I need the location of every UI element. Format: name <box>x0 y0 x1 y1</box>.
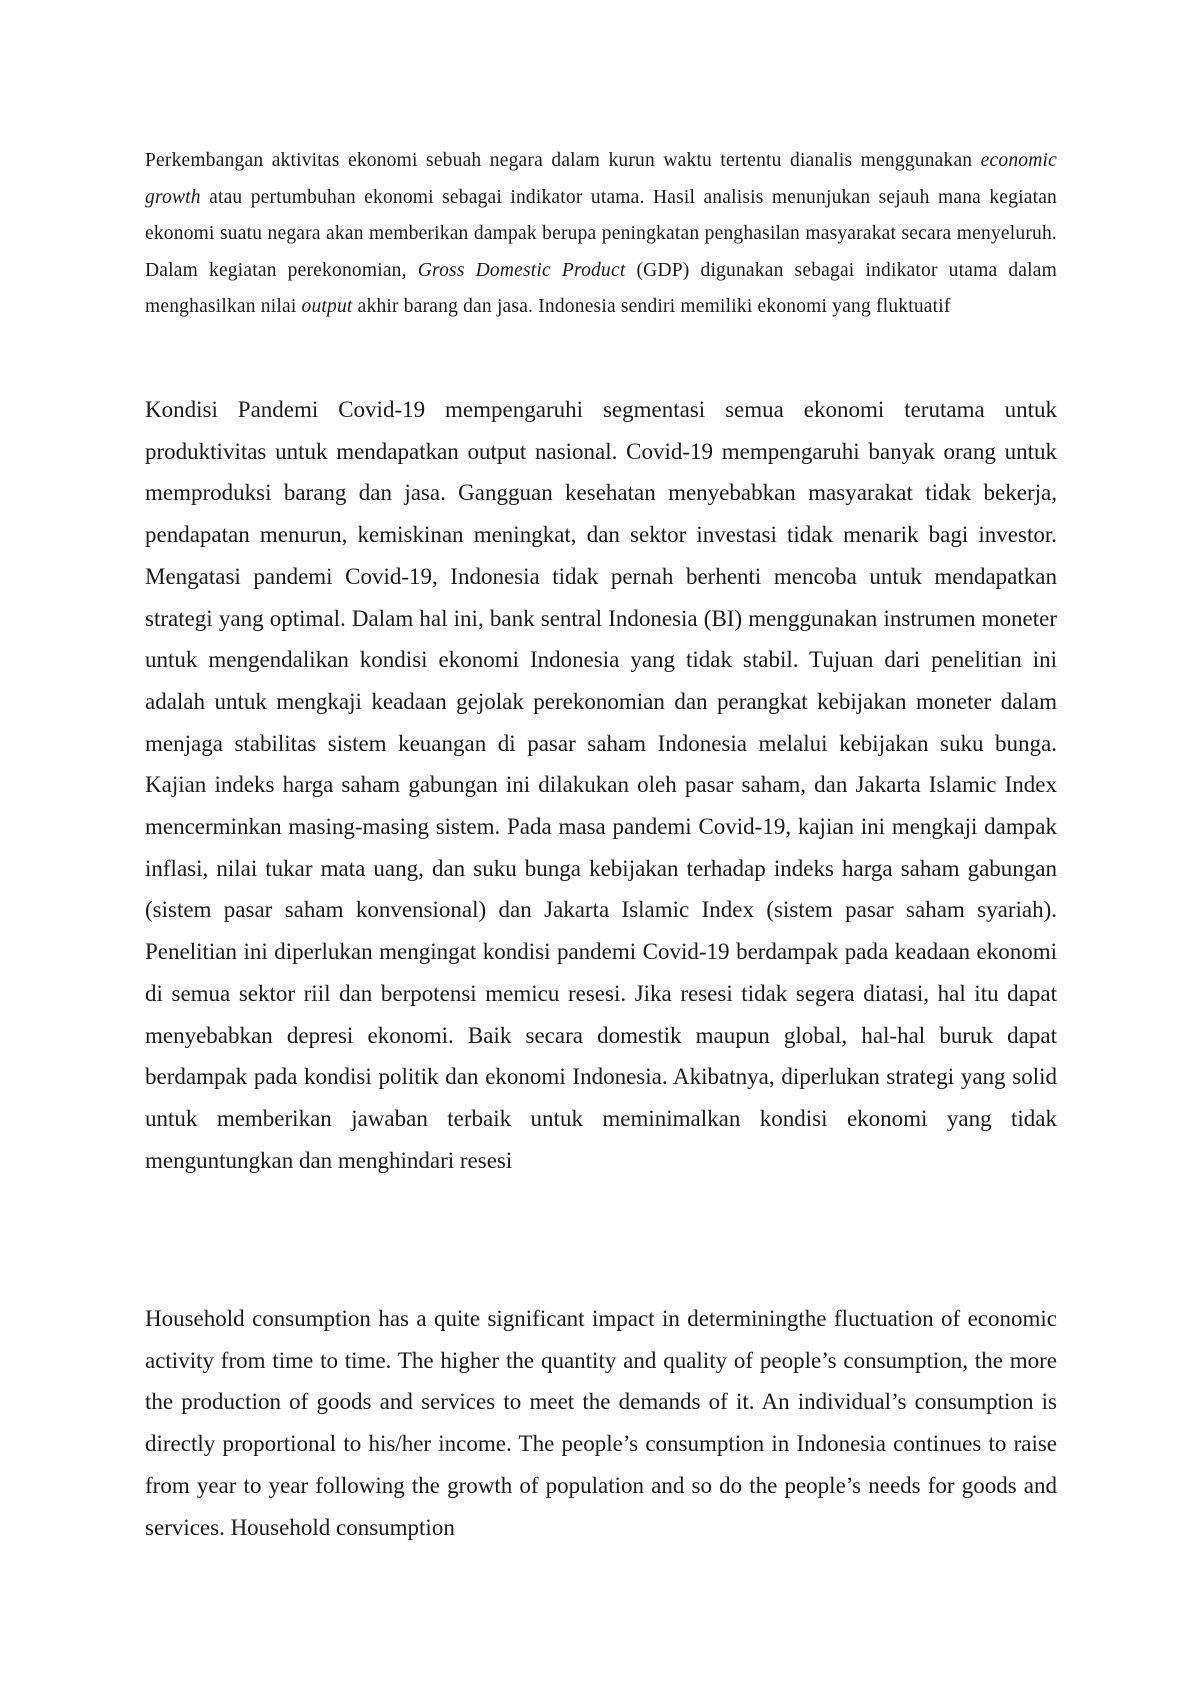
paragraph-1-text-c: (GDP) digunakan sebagai indikator utama dalam menghasilkan nilai <box>145 259 1058 317</box>
paragraph-covid-pandemic: Kondisi Pandemi Covid-19 mempengaruhi segmentasi semua ekonomi terutama untuk produktivitas untuk mendapatkan output nasional. Covid-19 mempengaruhi banyak orang untuk memproduksi barang dan jasa. Gangguan kesehatan menyebabkan masyarakat tidak bekerja, pendapatan menurun, kemiskinan meningkat, dan sektor investasi tidak menarik bagi investor. Mengatasi pandemi Covid-19, Indonesia tidak pernah berhenti mencoba untuk mendapatkan strategi yang optimal. Dalam hal ini, bank sentral Indonesia (BI) menggunakan instrumen moneter untuk mengendalikan kondisi ekonomi Indonesia yang tidak stabil. Tujuan dari penelitian ini adalah untuk mengkaji keadaan gejolak perekonomian dan perangkat kebijakan moneter dalam menjaga stabilitas sistem keuangan di pasar saham Indonesia melalui kebijakan suku bunga. Kajian indeks harga saham gabungan ini dilakukan oleh pasar saham, dan Jakarta Islamic Index mencerminkan masing-masing sistem. Pada masa pandemi Covid-19, kajian ini mengkaji dampak inflasi, nilai tukar mata uang, dan suku bunga kebijakan terhadap indeks harga saham gabungan (sistem pasar saham konvensional) dan Jakarta Islamic Index (sistem pasar saham syariah). Penelitian ini diperlukan mengingat kondisi pandemi Covid-19 berdampak pada keadaan ekonomi di semua sektor riil dan berpotensi memicu resesi. Jika resesi tidak segera diatasi, hal itu dapat menyebabkan depresi ekonomi. Baik secara domestik maupun global, hal-hal buruk dapat berdampak pada kondisi politik dan ekonomi Indonesia. Akibatnya, diperlukan strategi yang solid untuk memberikan jawaban terbaik untuk meminimalkan kondisi ekonomi yang tidak menguntungkan dan menghindari resesi <box>145 397 1057 1173</box>
term-economic-growth: economic growth <box>145 150 1057 208</box>
paragraph-household-consumption: Household consumption has a quite significant impact in determiningthe fluctuation of economic activity from time to time. The higher the quantity and quality of people’s consumption, the more the production of goods and services to meet the demands of it. An individual’s consumption is directly proportional to his/her income. The people’s consumption in Indonesia continues to raise from year to year following the growth of population and so do the people’s needs for goods and services. Household consumption <box>145 1306 1057 1540</box>
paragraph-1-text-a: Perkembangan aktivitas ekonomi sebuah negara dalam kurun waktu tertentu dianalis menggunakan <box>145 150 981 171</box>
term-gross-domestic-product: Gross Domestic Product <box>417 259 626 281</box>
term-output: output <box>301 296 353 317</box>
paragraph-1-text-d: akhir barang dan jasa. Indonesia sendiri memiliki ekonomi yang fluktuatif <box>352 296 951 317</box>
paragraph-1-text-b: atau pertumbuhan ekonomi sebagai indikator utama. Hasil analisis menunjukan sejauh mana kegiatan ekonomi suatu negara akan memberikan dampak berupa peningkatan penghasilan masyarakat secara menyeluruh. Dalam kegiatan perekonomian, <box>145 186 1057 281</box>
paragraph-economic-growth <box>145 143 1057 326</box>
